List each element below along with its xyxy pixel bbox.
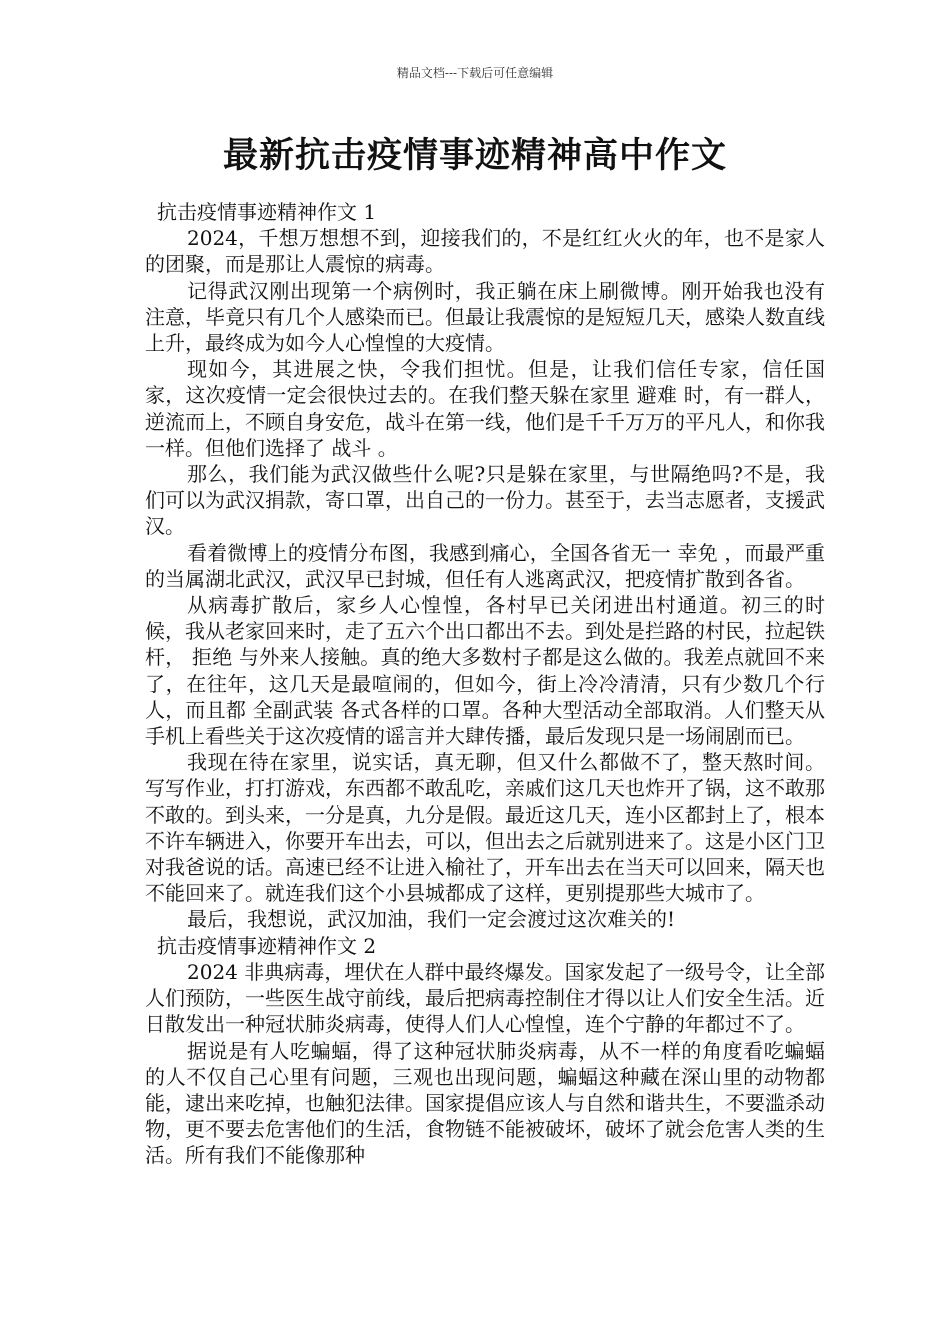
paragraph: 2024，千想万想想不到，迎接我们的，不是红红火火的年，也不是家人的团聚，而是那让人震惊的病毒。 — [145, 226, 825, 277]
page-header: 精品文档---下载后可任意编辑 — [396, 66, 554, 80]
section-2 — [145, 933, 825, 1169]
document-body — [145, 199, 825, 1169]
paragraph: 那么，我们能为武汉做些什么呢?只是躲在家里，与世隔绝吗?不是，我们可以为武汉捐款，寄口罩，出自己的一份力。甚至于，去当志愿者，支援武汉。 — [145, 462, 825, 539]
paragraph: 记得武汉刚出现第一个病例时，我正躺在床上刷微博。刚开始我也没有注意，毕竟只有几个人感染而已。但最让我震惊的是短短几天，感染人数直线上升，最终成为如今人心惶惶的大疫情。 — [145, 278, 825, 356]
section-heading: 抗击疫情事迹精神作文 2 — [157, 933, 377, 958]
paragraph: 据说是有人吃蝙蝠，得了这种冠状肺炎病毒，从不一样的角度看吃蝙蝠的人不仅自己心里有问题，三观也出现问题，蝙蝠这种藏在深山里的动物都能，逮出来吃掉，也触犯法律。国家提倡应该人与自然和谐共生，不要滥杀动物，更不要去危害他们的生活，食物链不能被破坏，破坏了就会危害人类的生活。所有我们不能像那种 — [145, 1038, 825, 1168]
paragraph: 看着微博上的疫情分布图，我感到痛心，全国各省无一 幸免 ，而最严重的当属湖北武汉，武汉早已封城，但任有人逃离武汉，把疫情扩散到各省。 — [145, 540, 825, 591]
paragraph: 我现在待在家里，说实话，真无聊，但又什么都做不了，整天熬时间。写写作业，打打游戏，东西都不敢乱吃，亲戚们这几天也炸开了锅，这不敢那不敢的。到头来，一分是真，九分是假。最近这几天，连小区都封上了，根本不许车辆进入，你要开车出去，可以，但出去之后就别进来了。这是小区门卫对我爸说的话。高速已经不让进入榆社了，开车出去在当天可以回来，隔天也不能回来了。就连我们这个小县城都成了这样，更别提那些大城市了。 — [145, 750, 825, 906]
section-heading: 抗击疫情事迹精神作文 1 — [157, 200, 377, 224]
document-title: 最新抗击疫情事迹精神高中作文 — [222, 136, 727, 176]
paragraph: 从病毒扩散后，家乡人心惶惶，各村早已关闭进出村通道。初三的时候，我从老家回来时，走了五六个出口都出不去。到处是拦路的村民，拉起铁杆， 拒绝 与外来人接触。真的绝大多数村子都是这么做的。我差点就回不来了，在往年，这几天是最喧闹的，但如今，街上冷冷清清，只有少数几个行人，而且都 全副武装 各式各样的口罩。各种大型活动全部取消。人们整天从手机上看些关于这次疫情的谣言并大肆传播，最后发现只是一场闹剧而已。 — [145, 593, 825, 749]
paragraph: 最后，我想说，武汉加油，我们一定会渡过这次难关的! — [187, 907, 676, 932]
section-1 — [145, 199, 825, 933]
paragraph: 2024 非典病毒，埋伏在人群中最终爆发。国家发起了一级号令，让全部人们预防，一些医生战守前线，最后把病毒控制住才得以让人们安全生活。近日散发出一种冠状肺炎病毒，使得人们人心惶惶，连个宁静的年都过不了。 — [145, 959, 825, 1037]
paragraph: 现如今，其进展之快，令我们担忧。但是，让我们信任专家，信任国家，这次疫情一定会很快过去的。在我们整天躲在家里 避难 时，有一群人，逆流而上，不顾自身安危，战斗在第一线，他们是千千万万的平凡人，和你我一样。但他们选择了 战斗 。 — [145, 357, 825, 460]
